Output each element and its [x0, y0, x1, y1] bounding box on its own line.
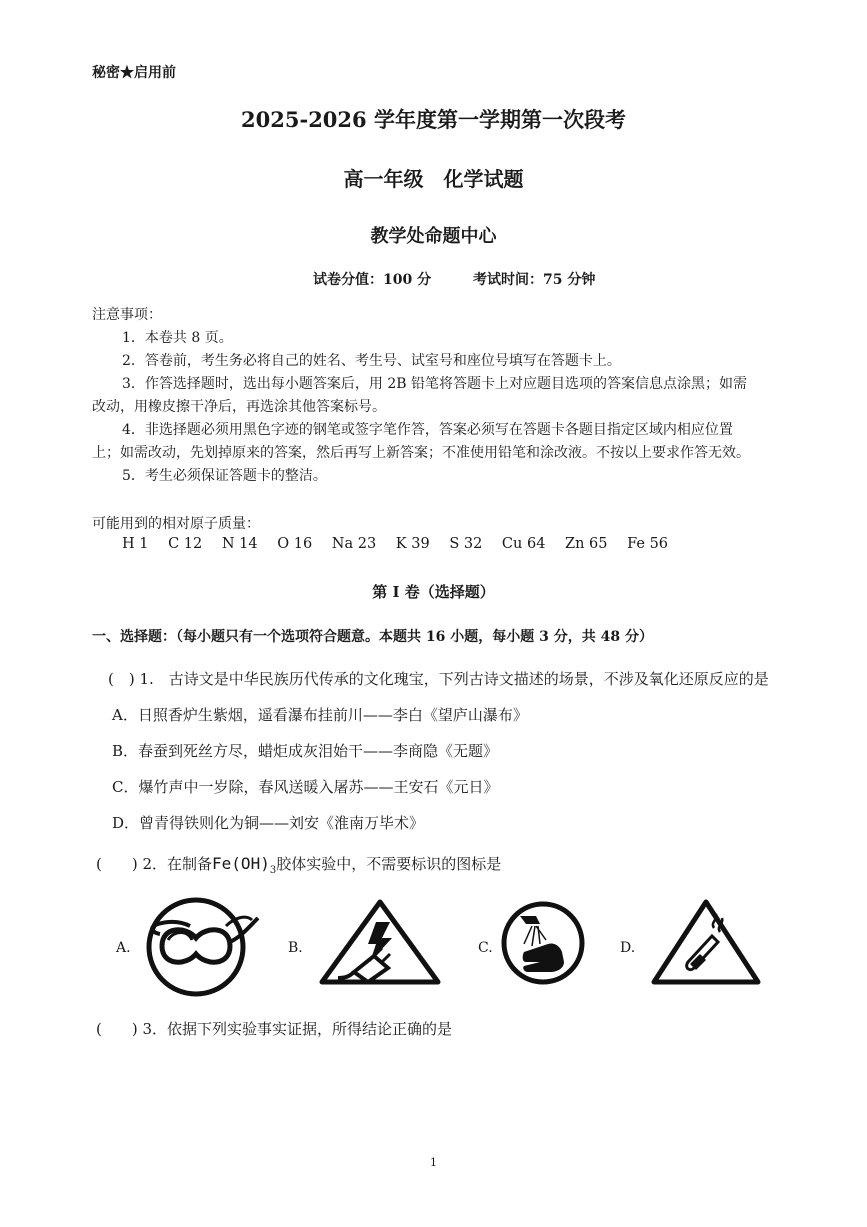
- atomic-mass-item: C 12: [168, 536, 203, 552]
- electricity-hazard-icon: [318, 898, 442, 986]
- score-label: 试卷分值：100 分: [313, 272, 432, 288]
- note-item: 改动，用橡皮擦干净后，再选涂其他答案标号。: [92, 399, 386, 415]
- question-2-prefix: ( ) 2．在制备: [96, 855, 213, 873]
- formula-subscript: 3: [269, 865, 277, 876]
- formula-fe-oh: Fe(OH): [212, 854, 270, 873]
- notes-heading: 注意事项：: [92, 307, 162, 323]
- atomic-mass-item: K 39: [395, 536, 430, 552]
- question-3-stem: ( ) 3．依据下列实验事实证据，所得结论正确的是: [96, 1020, 453, 1038]
- subject-title: 高一年级 化学试题: [343, 167, 524, 191]
- heating-hazard-icon: [650, 898, 762, 986]
- question-1-option-b: B．春蚕到死丝方尽，蜡炬成灰泪始干——李商隐《无题》: [112, 742, 499, 760]
- note-item: 上；如需改动，先划掉原来的答案，然后再写上新答案；不准使用铅笔和涂改液。不按以上要求作答无效。: [92, 445, 750, 461]
- question-1-option-a: A．日照香炉生紫烟，遥看瀑布挂前川——李白《望庐山瀑布》: [112, 706, 528, 724]
- note-item: 3．作答选择题时，选出每小题答案后，用 2B 铅笔将答题卡上对应题目选项的答案信息点涂黑；如需: [122, 376, 748, 392]
- question-1-stem: ( ) 1. 古诗文是中华民族历代传承的文化瑰宝，下列古诗文描述的场景，不涉及氧化还原反应的是: [108, 670, 769, 688]
- atomic-mass-item: N 14: [221, 536, 258, 552]
- atomic-mass-item: H 1: [122, 536, 149, 552]
- atomic-mass-heading: 可能用到的相对原子质量：: [92, 516, 260, 532]
- atomic-mass-list: [122, 536, 683, 552]
- question-2-stem: [96, 853, 501, 876]
- question-2-suffix: 胶体实验中，不需要标识的图标是: [276, 855, 502, 873]
- page-number: 1: [430, 1156, 437, 1169]
- atomic-mass-item: S 32: [449, 536, 483, 552]
- hand-wash-icon: [500, 900, 586, 986]
- section-instruction: 一、选择题：（每小题只有一个选项符合题意。本题共 16 小题，每小题 3 分，共 48 分）: [92, 629, 653, 645]
- question-1-option-c: C．爆竹声中一岁除，春风送暖入屠苏——王安石《元日》: [112, 778, 499, 796]
- note-item: 4．非选择题必须用黑色字迹的钢笔或签字笔作答，答案必须写在答题卡各题目指定区域内相应位置: [122, 422, 733, 438]
- question-1-option-d: D．曾青得铁则化为铜——刘安《淮南万毕术》: [112, 814, 425, 832]
- goggles-icon: [142, 896, 262, 998]
- question-2-option-c-label: C.: [478, 940, 493, 956]
- time-label: 考试时间：75 分钟: [473, 272, 596, 288]
- question-2-option-b-label: B.: [288, 940, 303, 956]
- confidential-label: 秘密★启用前: [92, 65, 176, 81]
- note-item: 5．考生必须保证答题卡的整洁。: [122, 468, 327, 484]
- atomic-mass-item: Zn 65: [565, 536, 608, 552]
- atomic-mass-item: Na 23: [331, 536, 377, 552]
- exam-title: 2025-2026 学年度第一学期第一次段考: [241, 107, 626, 132]
- note-item: 2．答卷前，考生务必将自己的姓名、考生号、试室号和座位号填写在答题卡上。: [122, 353, 621, 369]
- note-item: 1．本卷共 8 页。: [122, 330, 233, 346]
- issuer-title: 教学处命题中心: [370, 226, 497, 247]
- atomic-mass-item: O 16: [277, 536, 313, 552]
- question-2-option-a-label: A.: [116, 940, 131, 956]
- atomic-mass-item: Fe 56: [627, 536, 669, 552]
- atomic-mass-item: Cu 64: [501, 536, 546, 552]
- section-title: 第 I 卷（选择题）: [372, 583, 495, 601]
- question-2-option-d-label: D.: [620, 940, 636, 956]
